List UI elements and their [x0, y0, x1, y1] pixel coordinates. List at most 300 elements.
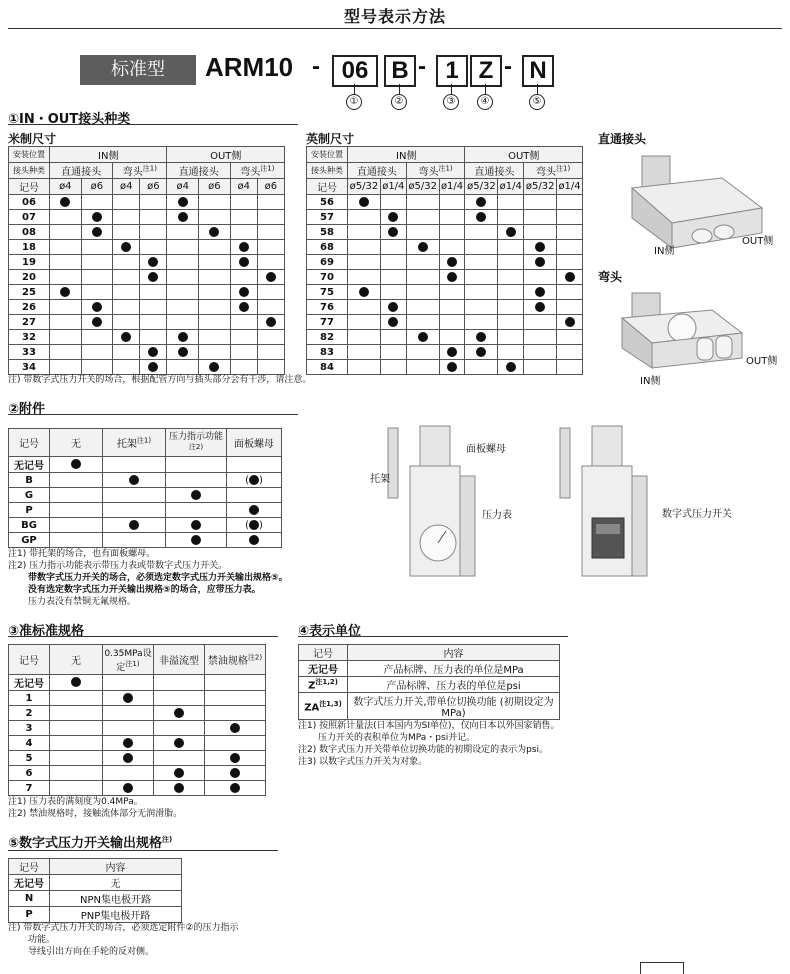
table-cell	[524, 285, 557, 300]
table-row	[9, 907, 182, 923]
table-cell	[465, 255, 498, 270]
table-row	[9, 240, 285, 255]
header-position: 安装位置	[9, 147, 50, 163]
table-row	[9, 518, 282, 533]
table-cell	[199, 315, 231, 330]
digital-switch-label: 数字式压力开关	[662, 509, 732, 520]
table-cell	[50, 285, 82, 300]
table-row	[299, 677, 560, 693]
table-cell	[498, 270, 524, 285]
size-header: ø5/32	[524, 179, 557, 195]
optional-dot-mark: )	[259, 519, 263, 531]
header-out-side: OUT侧	[465, 147, 583, 163]
table-cell	[154, 766, 205, 781]
table-cell	[439, 240, 465, 255]
table-cell	[227, 518, 282, 533]
row-code: 1	[9, 691, 50, 706]
table-cell	[113, 300, 140, 315]
table-cell	[406, 300, 439, 315]
table-cell	[167, 210, 199, 225]
row-code: 2	[9, 706, 50, 721]
table-cell	[465, 360, 498, 375]
size-header: ø4	[50, 179, 82, 195]
table-cell	[227, 533, 282, 548]
dot-mark	[476, 332, 486, 342]
table-cell	[166, 518, 227, 533]
table-cell	[140, 270, 167, 285]
table-row	[307, 360, 583, 375]
table-cell	[113, 345, 140, 360]
size-header: ø6	[140, 179, 167, 195]
dot-mark	[230, 723, 240, 733]
dot-mark	[359, 287, 369, 297]
semi-standard-table	[8, 644, 266, 796]
table-cell	[230, 240, 257, 255]
table-cell	[524, 255, 557, 270]
model-part-1: 06	[332, 55, 378, 87]
size-header: ø6	[257, 179, 284, 195]
dot-mark	[447, 362, 457, 372]
header-straight: 直通接头	[348, 163, 407, 179]
header: 记号	[299, 645, 348, 661]
table-cell	[50, 691, 103, 706]
table-cell	[406, 270, 439, 285]
table-cell	[557, 345, 583, 360]
table-cell	[348, 285, 381, 300]
table-cell	[230, 225, 257, 240]
header-out-side: OUT侧	[167, 147, 285, 163]
table-cell	[406, 345, 439, 360]
dot-mark	[249, 535, 259, 545]
table-row	[9, 781, 266, 796]
table-cell	[154, 675, 205, 691]
table-cell	[524, 300, 557, 315]
table-cell	[257, 210, 284, 225]
table-cell	[199, 210, 231, 225]
table-row	[9, 488, 282, 503]
table-row	[9, 891, 182, 907]
header-elbow: 弯头$^{注1)}$	[113, 163, 167, 179]
row-code: 07	[9, 210, 50, 225]
row-code: 无记号	[9, 457, 50, 473]
section2-notes: 注1) 带托架的场合，也有面板螺母。 注2) 压力指示功能表示带压力表或带数字式压力开关。 带数字式压力开关的场合，必须选定数字式压力开关输出规格⑤。 没有选定数字式压力开关输出规格⑤的场合，应带压力表。 压力表没有禁铜无氟规格。	[8, 549, 288, 607]
table-cell	[524, 330, 557, 345]
table-row	[307, 195, 583, 210]
table-cell	[257, 345, 284, 360]
section5-title: ⑤数字式压力开关输出规格$^{注)}$	[8, 835, 173, 851]
section-divider	[8, 636, 278, 637]
table-cell	[50, 270, 82, 285]
row-code: 19	[9, 255, 50, 270]
table-cell	[50, 315, 82, 330]
table-cell	[113, 210, 140, 225]
dot-mark	[476, 212, 486, 222]
section4-title: ④表示单位	[298, 624, 362, 639]
row-code: 76	[307, 300, 348, 315]
table-row	[9, 766, 266, 781]
table-cell	[348, 330, 381, 345]
table-cell	[257, 300, 284, 315]
table-cell	[167, 195, 199, 210]
table-cell	[167, 330, 199, 345]
table-cell	[227, 473, 282, 488]
size-header: ø1/4	[498, 179, 524, 195]
header-straight: 直通接头	[50, 163, 113, 179]
table-cell	[498, 315, 524, 330]
dot-mark	[123, 753, 133, 763]
section1-note: 注) 带数字式压力开关的场合，根据配管方向与插头部分会有干涉，请注意。	[8, 375, 312, 385]
row-text: 无	[50, 875, 182, 891]
table-cell	[167, 285, 199, 300]
table-cell	[50, 255, 82, 270]
model-part-3: 1	[436, 55, 468, 87]
row-code: P	[9, 907, 50, 923]
table-cell	[166, 488, 227, 503]
row-text: 数字式压力开关,带单位切换功能 (初期设定为MPa)	[348, 693, 560, 720]
table-cell	[140, 300, 167, 315]
table-cell	[205, 691, 266, 706]
optional-dot-mark: )	[259, 474, 263, 486]
dot-mark	[230, 768, 240, 778]
table-cell	[439, 225, 465, 240]
header-kind: 接头种类	[307, 163, 348, 179]
table-cell	[50, 240, 82, 255]
table-cell	[199, 360, 231, 375]
dot-mark	[174, 708, 184, 718]
connector-line	[399, 84, 400, 94]
table-cell	[257, 330, 284, 345]
table-cell	[154, 781, 205, 796]
table-cell	[498, 255, 524, 270]
table-row	[9, 345, 285, 360]
size-header: ø5/32	[406, 179, 439, 195]
model-part-2: B	[384, 55, 416, 87]
table-cell	[81, 210, 113, 225]
dot-mark	[178, 347, 188, 357]
dot-mark	[266, 317, 276, 327]
table-cell	[465, 270, 498, 285]
table-cell	[465, 300, 498, 315]
table-cell	[439, 360, 465, 375]
table-cell	[113, 255, 140, 270]
table-cell	[103, 488, 166, 503]
table-cell	[380, 360, 406, 375]
table-cell	[227, 457, 282, 473]
table-cell	[439, 330, 465, 345]
header: 0.35MPa设定$^{注1)}$	[103, 645, 154, 675]
table-cell	[154, 706, 205, 721]
table-cell	[348, 255, 381, 270]
table-row	[307, 270, 583, 285]
section-divider	[8, 850, 278, 851]
table-cell	[406, 210, 439, 225]
row-code: 68	[307, 240, 348, 255]
table-cell	[140, 285, 167, 300]
row-text: NPN集电极开路	[50, 891, 182, 907]
table-cell	[524, 195, 557, 210]
header-straight: 直通接头	[465, 163, 524, 179]
bracket-label: 托架	[370, 474, 390, 485]
table-cell	[199, 195, 231, 210]
dot-mark	[92, 302, 102, 312]
dot-mark	[565, 317, 575, 327]
section4-notes: 注1) 按照新计量法(日本国内为SI单位)，仅向日本以外国家销售。 压力开关的表积单位为MPa・psi并记。 注2) 数字式压力开关带单位切换功能的初期设定的表示为psi。 注3) 以数字式压力开关为对象。	[298, 721, 560, 767]
row-code: 无记号	[9, 875, 50, 891]
row-code: 34	[9, 360, 50, 375]
page-title: 型号表示方法	[343, 7, 446, 26]
table-cell	[199, 300, 231, 315]
table-cell	[439, 195, 465, 210]
table-cell	[166, 533, 227, 548]
row-code: G	[9, 488, 50, 503]
table-row	[9, 706, 266, 721]
table-cell	[113, 225, 140, 240]
table-cell	[257, 240, 284, 255]
table-cell	[257, 270, 284, 285]
table-cell	[140, 195, 167, 210]
table-cell	[439, 285, 465, 300]
unit-table	[298, 644, 560, 720]
row-code: 无记号	[299, 661, 348, 677]
table-cell	[50, 766, 103, 781]
size-header: ø6	[199, 179, 231, 195]
table-cell	[557, 270, 583, 285]
table-cell	[230, 315, 257, 330]
table-cell	[406, 285, 439, 300]
dash: -	[312, 53, 320, 80]
dot-mark	[535, 257, 545, 267]
table-cell	[199, 285, 231, 300]
dot-mark	[121, 332, 131, 342]
dot-mark	[239, 257, 249, 267]
section2-title: ②附件	[8, 402, 46, 417]
table-row	[307, 330, 583, 345]
table-cell	[50, 195, 82, 210]
dot-mark	[249, 520, 259, 530]
dot-mark	[191, 490, 201, 500]
table-row	[9, 360, 285, 375]
header: 内容	[348, 645, 560, 661]
table-cell	[113, 195, 140, 210]
dot-mark	[148, 347, 158, 357]
header: 面板螺母	[227, 429, 282, 457]
table-cell	[524, 225, 557, 240]
table-cell	[205, 751, 266, 766]
size-header: ø4	[230, 179, 257, 195]
table-cell	[380, 345, 406, 360]
row-code: B	[9, 473, 50, 488]
table-cell	[103, 751, 154, 766]
size-header: ø1/4	[557, 179, 583, 195]
section3-title: ③准标准规格	[8, 624, 85, 639]
table-cell	[557, 195, 583, 210]
header-in-side: IN侧	[348, 147, 465, 163]
dot-mark	[506, 227, 516, 237]
row-code: GP	[9, 533, 50, 548]
size-header: ø5/32	[348, 179, 381, 195]
table-cell	[50, 488, 103, 503]
table-cell	[50, 706, 103, 721]
row-code: BG	[9, 518, 50, 533]
table-cell	[140, 315, 167, 330]
table-row	[299, 693, 560, 720]
table-cell	[199, 240, 231, 255]
output-spec-table	[8, 858, 182, 923]
row-code: 6	[9, 766, 50, 781]
model-part-5: N	[522, 55, 554, 87]
row-text: 产品标牌、压力表的单位是psi	[348, 677, 560, 693]
dot-mark	[506, 362, 516, 372]
table-cell	[205, 736, 266, 751]
table-cell	[230, 210, 257, 225]
table-cell	[199, 225, 231, 240]
table-cell	[154, 751, 205, 766]
dot-mark	[71, 677, 81, 687]
table-cell	[380, 255, 406, 270]
title-divider	[8, 28, 782, 29]
table-cell	[557, 300, 583, 315]
table-cell	[524, 315, 557, 330]
table-cell	[380, 195, 406, 210]
table-cell	[557, 240, 583, 255]
table-cell	[227, 488, 282, 503]
row-code: 32	[9, 330, 50, 345]
table-row	[307, 240, 583, 255]
table-cell	[140, 330, 167, 345]
dot-mark	[535, 302, 545, 312]
header: 记号	[9, 645, 50, 675]
header: 内容	[50, 859, 182, 875]
dot-mark	[388, 227, 398, 237]
table-row	[9, 330, 285, 345]
regulator-switch-image	[552, 418, 662, 593]
table-cell	[199, 345, 231, 360]
row-code: 58	[307, 225, 348, 240]
connector-line	[537, 84, 538, 94]
table-row	[9, 533, 282, 548]
table-cell	[166, 457, 227, 473]
size-header: ø6	[81, 179, 113, 195]
dot-mark	[178, 332, 188, 342]
header: 托架$^{注1)}$	[103, 429, 166, 457]
dot-mark	[123, 738, 133, 748]
table-cell	[50, 300, 82, 315]
table-cell	[230, 330, 257, 345]
dot-mark	[418, 332, 428, 342]
table-cell	[140, 255, 167, 270]
table-cell	[81, 330, 113, 345]
dash: -	[418, 53, 426, 80]
table-row	[9, 675, 266, 691]
part-number-5: ⑤	[529, 94, 545, 110]
table-cell	[524, 360, 557, 375]
row-code: 83	[307, 345, 348, 360]
table-cell	[154, 736, 205, 751]
table-cell	[50, 675, 103, 691]
size-header: ø1/4	[439, 179, 465, 195]
table-cell	[50, 721, 103, 736]
table-cell	[557, 285, 583, 300]
dot-mark	[123, 783, 133, 793]
table-cell	[557, 330, 583, 345]
header-kind: 接头种类	[9, 163, 50, 179]
table-cell	[498, 360, 524, 375]
table-cell	[50, 518, 103, 533]
table-row	[9, 285, 285, 300]
table-cell	[230, 255, 257, 270]
metric-title: 米制尺寸	[8, 132, 57, 146]
table-cell	[230, 195, 257, 210]
row-code: 27	[9, 315, 50, 330]
row-code: 4	[9, 736, 50, 751]
table-cell	[113, 315, 140, 330]
dash: -	[504, 53, 512, 80]
table-cell	[465, 195, 498, 210]
table-cell	[205, 721, 266, 736]
part-number-3: ③	[443, 94, 459, 110]
table-row	[9, 473, 282, 488]
table-row	[9, 300, 285, 315]
table-cell	[113, 360, 140, 375]
table-cell	[113, 330, 140, 345]
dot-mark	[92, 317, 102, 327]
table-cell	[50, 473, 103, 488]
table-cell	[167, 240, 199, 255]
table-cell	[50, 503, 103, 518]
row-code: 18	[9, 240, 50, 255]
row-code: ZA$^{注1,3)}$	[299, 693, 348, 720]
table-cell	[81, 195, 113, 210]
table-cell	[380, 270, 406, 285]
dot-mark	[249, 475, 259, 485]
table-cell	[230, 270, 257, 285]
dot-mark	[239, 242, 249, 252]
header: 记号	[9, 859, 50, 875]
table-cell	[348, 315, 381, 330]
dot-mark	[388, 302, 398, 312]
row-code: 3	[9, 721, 50, 736]
row-code: 08	[9, 225, 50, 240]
dot-mark	[148, 257, 158, 267]
table-row	[9, 503, 282, 518]
table-cell	[167, 300, 199, 315]
table-cell	[439, 345, 465, 360]
table-cell	[154, 691, 205, 706]
part-number-1: ①	[346, 94, 362, 110]
table-cell	[50, 457, 103, 473]
dot-mark	[92, 227, 102, 237]
table-cell	[348, 345, 381, 360]
dot-mark	[60, 287, 70, 297]
table-cell	[50, 330, 82, 345]
table-cell	[380, 315, 406, 330]
dot-mark	[174, 783, 184, 793]
table-cell	[103, 533, 166, 548]
table-cell	[103, 675, 154, 691]
dot-mark	[148, 272, 158, 282]
table-cell	[81, 360, 113, 375]
table-cell	[348, 225, 381, 240]
table-cell	[439, 315, 465, 330]
table-cell	[498, 300, 524, 315]
dot-mark	[230, 753, 240, 763]
table-cell	[406, 360, 439, 375]
part-number-2: ②	[391, 94, 407, 110]
header-position: 安装位置	[307, 147, 348, 163]
section-divider	[8, 414, 298, 415]
table-cell	[465, 225, 498, 240]
row-code: 20	[9, 270, 50, 285]
